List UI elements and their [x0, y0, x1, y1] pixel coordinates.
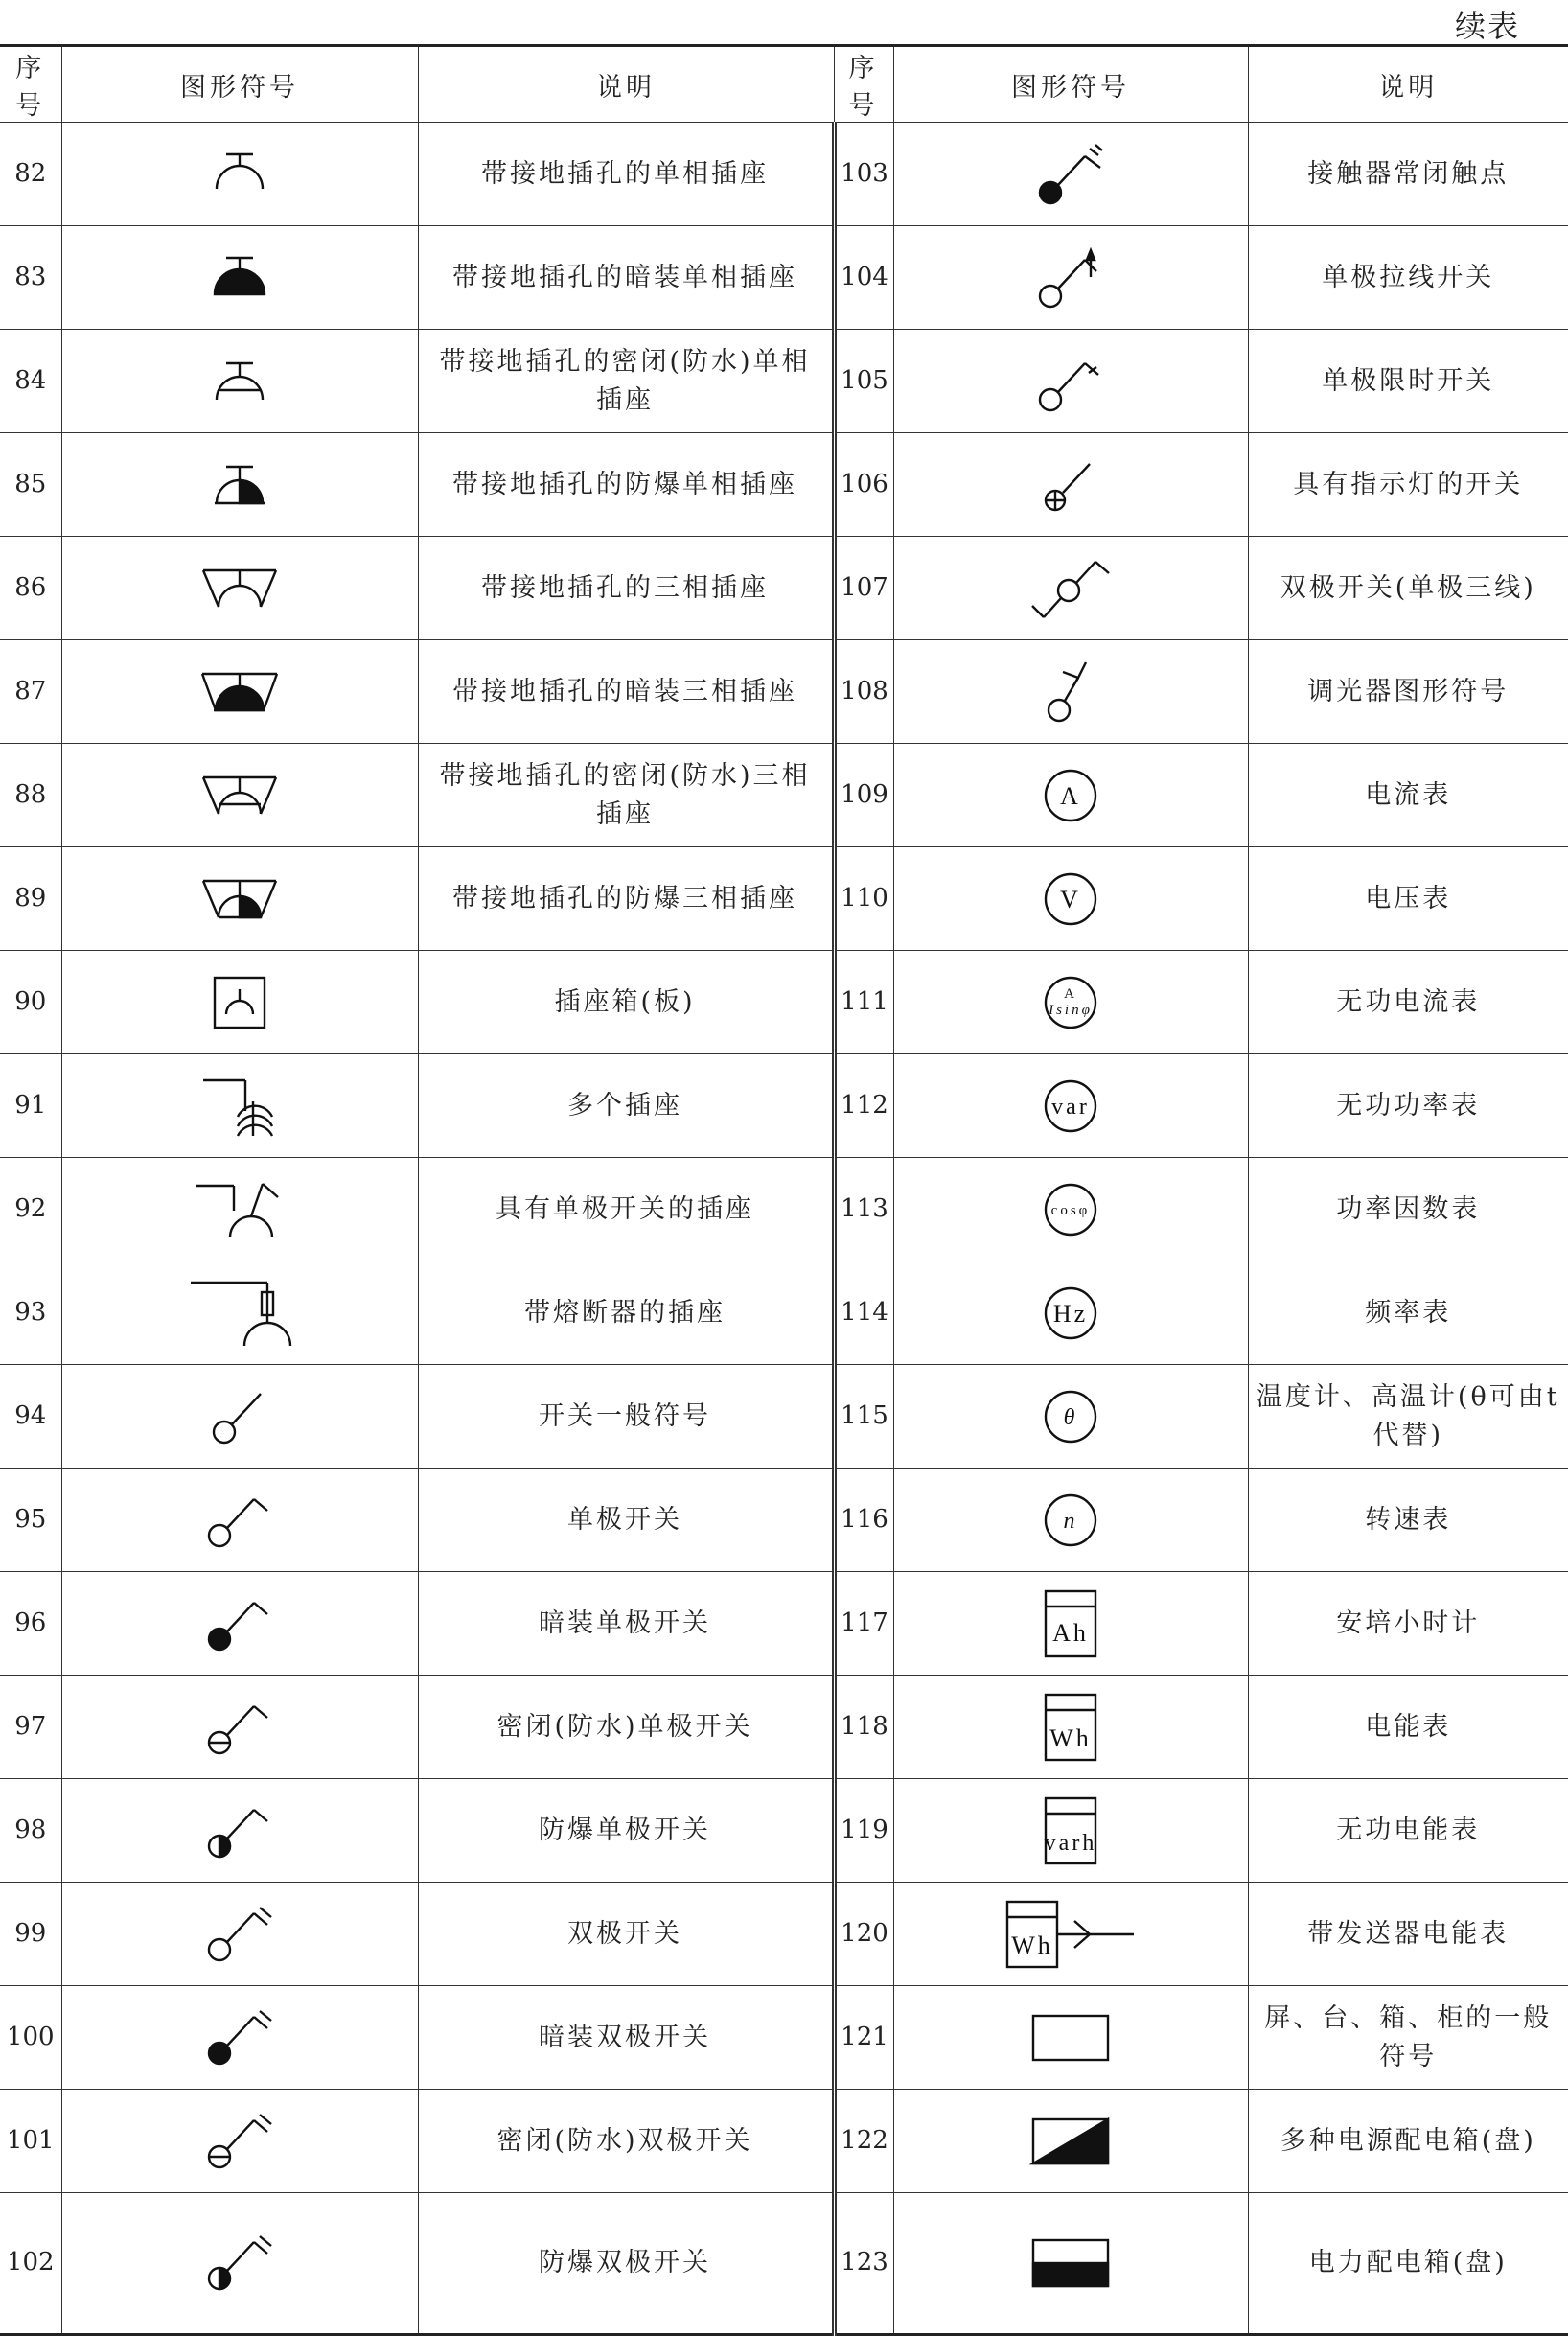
- meter-label-theta: θ: [1063, 1404, 1078, 1430]
- row-number: 121: [834, 1986, 893, 2090]
- row-number: 122: [834, 2090, 893, 2193]
- power-distribution-box-icon: [1031, 2238, 1110, 2288]
- row-number: 99: [0, 1883, 61, 1986]
- multi-source-distribution-box-icon: [1031, 2117, 1110, 2165]
- description: 带发送器电能表: [1248, 1883, 1568, 1986]
- row-number: 113: [834, 1158, 893, 1261]
- description: 双极开关(单极三线): [1248, 537, 1568, 640]
- description: 调光器图形符号: [1248, 640, 1568, 744]
- description: 暗装双极开关: [418, 1986, 834, 2090]
- description: 防爆双极开关: [418, 2193, 834, 2335]
- reactive-ammeter-icon: [1042, 974, 1099, 1031]
- sealed-single-pole-switch-icon: [206, 1699, 273, 1756]
- row-number: 96: [0, 1572, 61, 1676]
- row-number: 110: [834, 847, 893, 951]
- double-pole-switch-icon: [206, 1906, 273, 1963]
- description: 无功功率表: [1248, 1054, 1568, 1158]
- row-number: 92: [0, 1158, 61, 1261]
- dimmer-icon: [1042, 659, 1099, 726]
- description: 密闭(防水)单极开关: [418, 1676, 834, 1779]
- ammeter-icon: [1042, 767, 1099, 824]
- row-number: 108: [834, 640, 893, 744]
- table-row: [0, 1572, 1568, 1676]
- description: 频率表: [1248, 1261, 1568, 1365]
- meter-label-hz: Hz: [1052, 1299, 1089, 1328]
- description: 温度计、高温计(θ可由t代替): [1248, 1365, 1568, 1469]
- header-symbol-right: 图形符号: [893, 46, 1248, 123]
- description: 暗装单极开关: [418, 1572, 834, 1676]
- description: 双极开关: [418, 1883, 834, 1986]
- socket-with-single-pole-switch-icon: [192, 1178, 288, 1241]
- meter-label-wh: Wh: [1049, 1723, 1092, 1752]
- description: 带接地插孔的三相插座: [418, 537, 834, 640]
- description: 带接地插孔的单相插座: [418, 123, 834, 226]
- description: 带接地插孔的密闭(防水)三相插座: [418, 744, 834, 847]
- concealed-single-pole-switch-icon: [206, 1595, 273, 1653]
- meter-label-n: n: [1063, 1508, 1078, 1534]
- row-number: 106: [834, 433, 893, 537]
- table-row: [0, 1158, 1568, 1261]
- table-row: [0, 537, 1568, 640]
- row-number: 98: [0, 1779, 61, 1883]
- row-number: 105: [834, 330, 893, 433]
- description: 接触器常闭触点: [1248, 123, 1568, 226]
- meter-label-ah: Ah: [1052, 1618, 1089, 1647]
- meter-label-a: A: [1060, 781, 1081, 810]
- switch-general-symbol-icon: [211, 1388, 268, 1446]
- table-row: [0, 123, 1568, 226]
- varmeter-icon: [1042, 1077, 1099, 1135]
- table-row: [0, 2193, 1568, 2335]
- watt-hour-meter-with-transmitter-icon: [1005, 1900, 1136, 1969]
- table-row: [0, 847, 1568, 951]
- row-number: 104: [834, 226, 893, 330]
- panel-cabinet-general-symbol-icon: [1031, 2014, 1110, 2062]
- description: 电能表: [1248, 1676, 1568, 1779]
- two-way-switch-icon: [1030, 550, 1111, 627]
- contactor-normally-closed-contact-icon: [1037, 143, 1104, 206]
- row-number: 85: [0, 433, 61, 537]
- table-row: [0, 433, 1568, 537]
- single-pole-pull-switch-icon: [1037, 246, 1104, 310]
- row-number: 111: [834, 951, 893, 1054]
- concealed-double-pole-switch-icon: [206, 2009, 273, 2067]
- description: 带接地插孔的防爆三相插座: [418, 847, 834, 951]
- row-number: 91: [0, 1054, 61, 1158]
- row-number: 112: [834, 1054, 893, 1158]
- header-desc-right: 说明: [1248, 46, 1568, 123]
- table-row: [0, 1883, 1568, 1986]
- symbol-table: [0, 44, 1568, 2336]
- row-number: 118: [834, 1676, 893, 1779]
- description: 单极开关: [418, 1469, 834, 1572]
- grounded-single-phase-socket-icon: [211, 150, 268, 198]
- table-row: [0, 2090, 1568, 2193]
- header-row: [0, 46, 1568, 123]
- meter-label-wh-tx: Wh: [1011, 1931, 1053, 1959]
- grounded-concealed-single-phase-socket-icon: [211, 254, 268, 302]
- socket-with-fuse-icon: [187, 1277, 292, 1350]
- row-number: 94: [0, 1365, 61, 1469]
- row-number: 101: [0, 2090, 61, 2193]
- table-row: [0, 1469, 1568, 1572]
- row-number: 100: [0, 1986, 61, 2090]
- single-pole-switch-icon: [206, 1492, 273, 1549]
- grounded-three-phase-socket-icon: [199, 563, 280, 614]
- socket-box-icon: [211, 974, 268, 1031]
- row-number: 86: [0, 537, 61, 640]
- description: 防爆单极开关: [418, 1779, 834, 1883]
- voltmeter-icon: [1042, 870, 1099, 928]
- grounded-concealed-three-phase-socket-icon: [198, 666, 281, 718]
- row-number: 88: [0, 744, 61, 847]
- single-pole-time-switch-icon: [1037, 350, 1104, 413]
- row-number: 120: [834, 1883, 893, 1986]
- meter-label-cos: cosφ: [1050, 1202, 1091, 1218]
- frequency-meter-icon: [1042, 1284, 1099, 1342]
- table-row: [0, 951, 1568, 1054]
- row-number: 116: [834, 1469, 893, 1572]
- sealed-double-pole-switch-icon: [206, 2113, 273, 2170]
- description: 无功电能表: [1248, 1779, 1568, 1883]
- header-symbol-left: 图形符号: [61, 46, 418, 123]
- grounded-sealed-single-phase-socket-icon: [211, 356, 268, 407]
- description: 具有单极开关的插座: [418, 1158, 834, 1261]
- ampere-hour-meter-icon: [1044, 1589, 1097, 1658]
- grounded-explosion-proof-three-phase-socket-icon: [199, 873, 280, 925]
- table-row: [0, 226, 1568, 330]
- row-number: 87: [0, 640, 61, 744]
- description: 带熔断器的插座: [418, 1261, 834, 1365]
- watt-hour-meter-icon: [1044, 1693, 1097, 1762]
- grounded-explosion-proof-single-phase-socket-icon: [211, 459, 268, 511]
- continued-label: 续表: [1454, 8, 1520, 44]
- header-no-left: 序号: [0, 46, 61, 123]
- explosion-proof-single-pole-switch-icon: [206, 1802, 273, 1860]
- meter-label-var: var: [1051, 1094, 1090, 1120]
- table-row: [0, 1054, 1568, 1158]
- row-number: 115: [834, 1365, 893, 1469]
- row-number: 82: [0, 123, 61, 226]
- table-row: [0, 1986, 1568, 2090]
- table-row: [0, 1676, 1568, 1779]
- description: 开关一般符号: [418, 1365, 834, 1469]
- table-row: [0, 744, 1568, 847]
- row-number: 89: [0, 847, 61, 951]
- description: 单极限时开关: [1248, 330, 1568, 433]
- meter-label-varh: varh: [1044, 1830, 1097, 1856]
- table-row: [0, 1365, 1568, 1469]
- description: 屏、台、箱、柜的一般符号: [1248, 1986, 1568, 2090]
- table-row: [0, 330, 1568, 433]
- description: 单极拉线开关: [1248, 226, 1568, 330]
- multiple-sockets-icon: [199, 1075, 280, 1138]
- power-factor-meter-icon: [1042, 1181, 1099, 1238]
- meter-label-v: V: [1060, 885, 1081, 914]
- row-number: 84: [0, 330, 61, 433]
- row-number: 117: [834, 1572, 893, 1676]
- thermometer-pyrometer-icon: [1042, 1388, 1099, 1446]
- table-row: [0, 1779, 1568, 1883]
- description: 多个插座: [418, 1054, 834, 1158]
- meter-label-reactive-bottom: Isinφ: [1049, 1002, 1093, 1018]
- meter-label-reactive-top: A: [1064, 985, 1077, 1002]
- row-number: 83: [0, 226, 61, 330]
- description: 电流表: [1248, 744, 1568, 847]
- description: 带接地插孔的防爆单相插座: [418, 433, 834, 537]
- row-number: 97: [0, 1676, 61, 1779]
- row-number: 102: [0, 2193, 61, 2335]
- tachometer-icon: [1042, 1492, 1099, 1549]
- description: 无功电流表: [1248, 951, 1568, 1054]
- description: 功率因数表: [1248, 1158, 1568, 1261]
- description: 密闭(防水)双极开关: [418, 2090, 834, 2193]
- header-no-right: 序号: [834, 46, 893, 123]
- description: 电力配电箱(盘): [1248, 2193, 1568, 2335]
- row-number: 123: [834, 2193, 893, 2335]
- row-number: 109: [834, 744, 893, 847]
- description: 多种电源配电箱(盘): [1248, 2090, 1568, 2193]
- table-row: [0, 1261, 1568, 1365]
- description: 带接地插孔的暗装单相插座: [418, 226, 834, 330]
- row-number: 93: [0, 1261, 61, 1365]
- row-number: 103: [834, 123, 893, 226]
- row-number: 90: [0, 951, 61, 1054]
- description: 具有指示灯的开关: [1248, 433, 1568, 537]
- var-hour-meter-icon: [1044, 1796, 1097, 1865]
- row-number: 95: [0, 1469, 61, 1572]
- grounded-sealed-three-phase-socket-icon: [199, 770, 280, 821]
- description: 安培小时计: [1248, 1572, 1568, 1676]
- description: 电压表: [1248, 847, 1568, 951]
- switch-with-indicator-lamp-icon: [1042, 456, 1099, 514]
- description: 插座箱(板): [418, 951, 834, 1054]
- description: 带接地插孔的暗装三相插座: [418, 640, 834, 744]
- description: 转速表: [1248, 1469, 1568, 1572]
- header-desc-left: 说明: [418, 46, 834, 123]
- row-number: 114: [834, 1261, 893, 1365]
- description: 带接地插孔的密闭(防水)单相插座: [418, 330, 834, 433]
- row-number: 119: [834, 1779, 893, 1883]
- explosion-proof-double-pole-switch-icon: [206, 2234, 273, 2292]
- row-number: 107: [834, 537, 893, 640]
- table-row: [0, 640, 1568, 744]
